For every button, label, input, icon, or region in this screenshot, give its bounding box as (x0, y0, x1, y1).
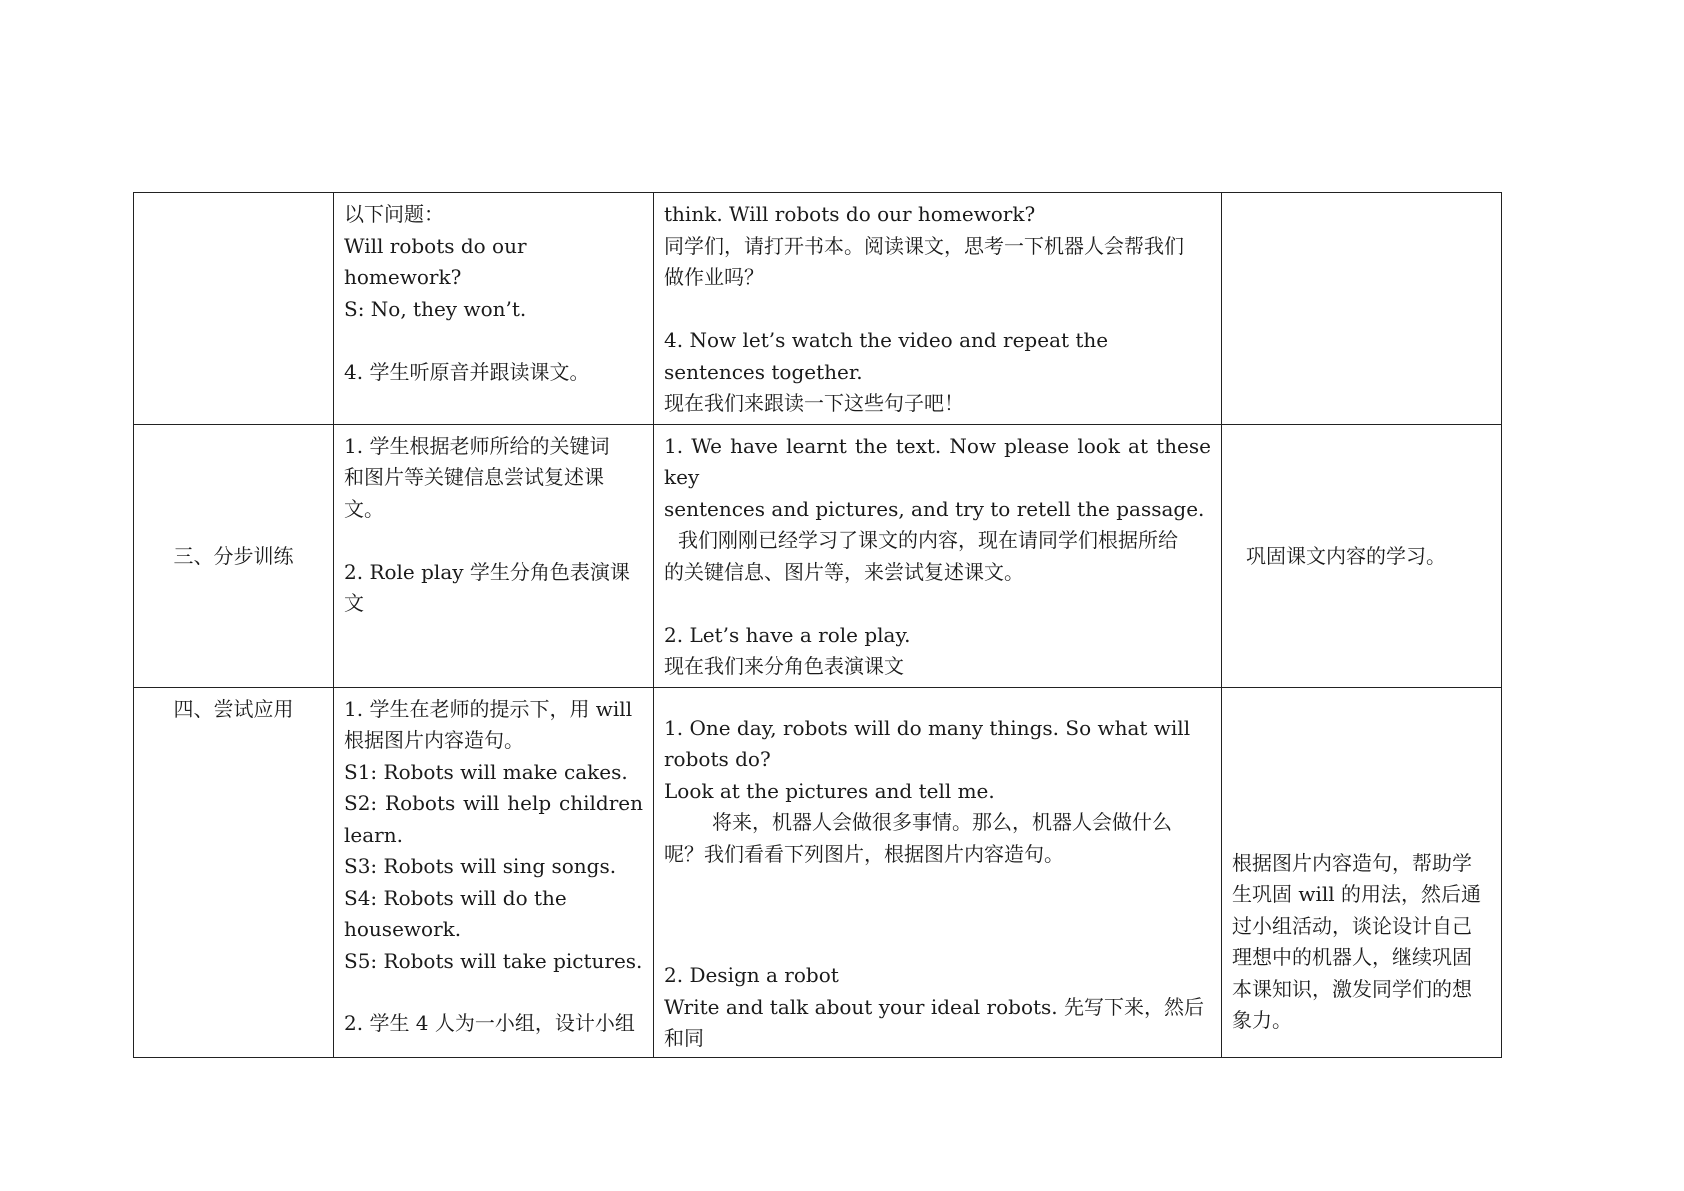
student-activity-line: 文。 (344, 496, 384, 521)
teacher-activity-line: 现在我们来跟读一下这些句子吧！ (664, 391, 964, 415)
lesson-plan-table (133, 192, 1502, 1058)
student-activity-cell (334, 193, 654, 425)
teacher-activity-line: think. Will robots do our homework? (664, 202, 1036, 226)
student-activity-line: 2. 学生 4 人为一小组，设计小组 (344, 1011, 635, 1035)
design-purpose-line: 生巩固 will 的用法，然后通 (1232, 882, 1482, 906)
blank-line (664, 588, 1211, 620)
table-row (134, 687, 1502, 1057)
student-activity-line: 2. Role play 学生分角色表演课 (344, 559, 630, 584)
teacher-activity-cell (654, 193, 1222, 425)
student-activity-cell (334, 424, 654, 687)
table-row (134, 193, 1502, 425)
design-purpose-cell (1222, 424, 1502, 687)
teacher-activity-cell (654, 424, 1222, 687)
stage-cell (134, 687, 334, 1057)
student-activity-line: S3: Robots will sing songs. (344, 854, 617, 878)
student-activity-line: 1. 学生根据老师所给的关键词 (344, 433, 610, 458)
teacher-activity-line: 的关键信息、图片等，来尝试复述课文。 (664, 559, 1024, 584)
student-activity-line: 和图片等关键信息尝试复述课 (344, 465, 604, 489)
teacher-activity-line: 呢？我们看看下列图片，根据图片内容造句。 (664, 841, 1064, 866)
stage-cell (134, 193, 334, 425)
teacher-activity-cell (654, 687, 1222, 1057)
teacher-activity-line: 做作业吗？ (664, 265, 764, 289)
design-purpose-line: 根据图片内容造句，帮助学 (1232, 850, 1472, 875)
blank-line (344, 325, 643, 357)
design-robot-block (664, 960, 1211, 1055)
design-purpose-cell (1222, 193, 1502, 425)
teacher-activity-line: 现在我们来分角色表演课文 (664, 654, 904, 678)
student-activity-line: 根据图片内容造句。 (344, 728, 524, 752)
teacher-activity-line: 1. We have learnt the text. Now please look at these key (664, 433, 1211, 489)
design-purpose-line: 象力。 (1232, 1008, 1292, 1032)
student-activity-line: learn. (344, 822, 403, 847)
teacher-activity-line: 将来，机器人会做很多事情。那么，机器人会做什么 (712, 810, 1172, 834)
stage-label: 三、分步训练 (173, 543, 294, 568)
student-activity-line: S1: Robots will make cakes. (344, 759, 628, 784)
student-activity-line: 4. 学生听原音并跟读课文。 (344, 359, 590, 384)
student-activity-line: S5: Robots will take pictures. (344, 948, 643, 973)
teacher-activity-line: 同学们，请打开书本。阅读课文，思考一下机器人会帮我们 (664, 233, 1184, 258)
teacher-activity-line: 2. Design a robot (664, 963, 839, 987)
student-activity-line: S: No, they won’t. (344, 296, 527, 321)
student-activity-line: 以下问题： (344, 202, 444, 226)
student-activity-line: S4: Robots will do the housework. (344, 885, 567, 941)
teacher-activity-line: sentences and pictures, and try to retell the passage. (664, 496, 1205, 521)
design-purpose-line: 过小组活动，谈论设计自己 (1232, 913, 1472, 938)
teacher-activity-line: Look at the pictures and tell me. (664, 778, 995, 803)
design-purpose-text: 巩固课文内容的学习。 (1246, 543, 1446, 568)
student-activity-line: S2: Robots will help children (344, 791, 643, 815)
design-purpose-cell (1222, 687, 1502, 1057)
student-activity-cell (334, 687, 654, 1057)
teacher-activity-line: 我们刚刚已经学习了课文的内容，现在请同学们根据所给 (678, 528, 1178, 552)
student-activity-line: Will robots do our homework? (344, 233, 527, 289)
student-activity-line: 文 (344, 591, 364, 615)
design-purpose-line: 理想中的机器人，继续巩固 (1232, 945, 1472, 969)
teacher-activity-line: 4. Now let’s watch the video and repeat the sentences together. (664, 328, 1109, 384)
teacher-activity-line: 2. Let’s have a role play. (664, 622, 911, 647)
stage-cell (134, 424, 334, 687)
blank-line (344, 525, 643, 557)
teacher-activity-line: Write and talk about your ideal robots. 先写下来，然后和同 (664, 994, 1204, 1050)
stage-label: 四、尝试应用 (173, 696, 294, 721)
teacher-activity-line: 1. One day, robots will do many things. So what will robots do? (664, 715, 1191, 771)
blank-line (664, 294, 1211, 326)
student-activity-line: 1. 学生在老师的提示下，用 will (344, 696, 633, 721)
design-purpose-line: 本课知识，激发同学们的想 (1232, 976, 1472, 1001)
table-row (134, 424, 1502, 687)
